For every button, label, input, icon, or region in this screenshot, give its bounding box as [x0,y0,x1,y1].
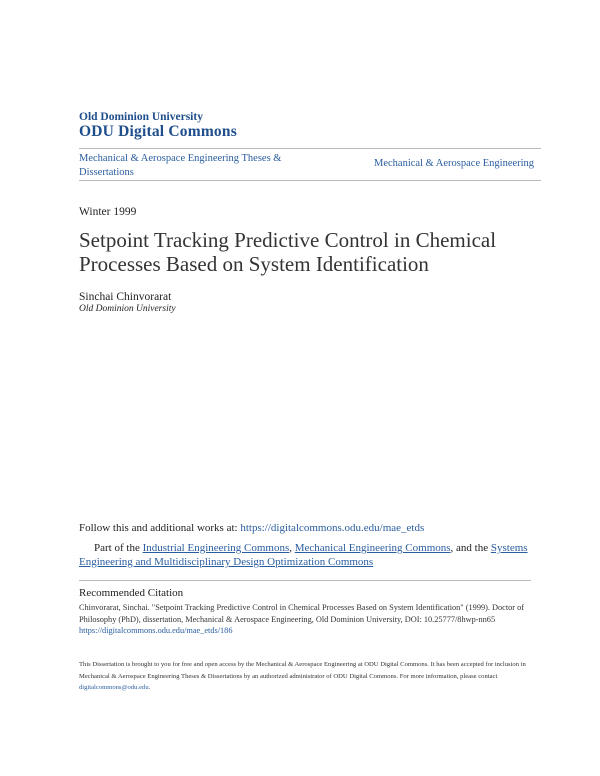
access-notice [79,659,549,694]
separator-1: , [289,542,295,554]
divider-citation [79,580,531,581]
department-link[interactable]: Mechanical & Aerospace Engineering [374,158,535,169]
document-title: Setpoint Tracking Predictive Control in Chemical Processes Based on System Identification [79,228,497,276]
citation-heading: Recommended Citation [79,587,184,599]
part-of-line [79,541,549,569]
separator-2: , and the [450,542,491,554]
citation-text: Chinvorarat, Sinchai. "Setpoint Tracking Predictive Control in Chemical Processes Based on System Identification" (1999). Doctor of Philosophy (PhD), dissertation, Mechanical & Aerospace Engineering, Old Dominion University, DOI: 10.25777/8hwp-nn65 [79,603,525,624]
industrial-engineering-link[interactable]: Industrial Engineering Commons [142,542,290,554]
follow-url-link[interactable]: https://digitalcommons.odu.edu/mae_etds [240,522,425,534]
mechanical-engineering-link[interactable]: Mechanical Engineering Commons [294,542,451,554]
systems-engineering-link[interactable]: Systems Engineering and Multidisciplinary Design Optimization Commons [79,542,528,568]
citation-url-link[interactable]: https://digitalcommons.odu.edu/mae_etds/186 [79,626,233,635]
series-link[interactable]: Mechanical & Aerospace Engineering Theses & Dissertations [79,153,282,178]
author-affiliation: Old Dominion University [79,304,176,314]
divider-top [79,148,541,149]
author-name: Sinchai Chinvorarat [79,291,172,303]
notice-text: This Dissertation is brought to you for free and open access by the Mechanical & Aerospace Engineering at ODU Digital Commons. It has been accepted for inclusion in Mechanical & Aerospace Engineering Theses & Dissertations by an authorized administrator of ODU Digital Commons. For more information, please contact [79,661,526,680]
university-name[interactable]: Old Dominion University [79,111,203,123]
follow-label: Follow this and additional works at: [79,522,241,534]
contact-email-link[interactable]: digitalcommons@odu.edu [79,684,149,691]
part-of-prefix: Part of the [94,542,143,554]
notice-end: . [148,684,151,691]
citation-block [79,602,549,637]
divider-middle [79,180,541,181]
repository-name[interactable]: ODU Digital Commons [79,123,237,140]
follow-line [79,522,424,534]
publication-date: Winter 1999 [79,206,137,218]
